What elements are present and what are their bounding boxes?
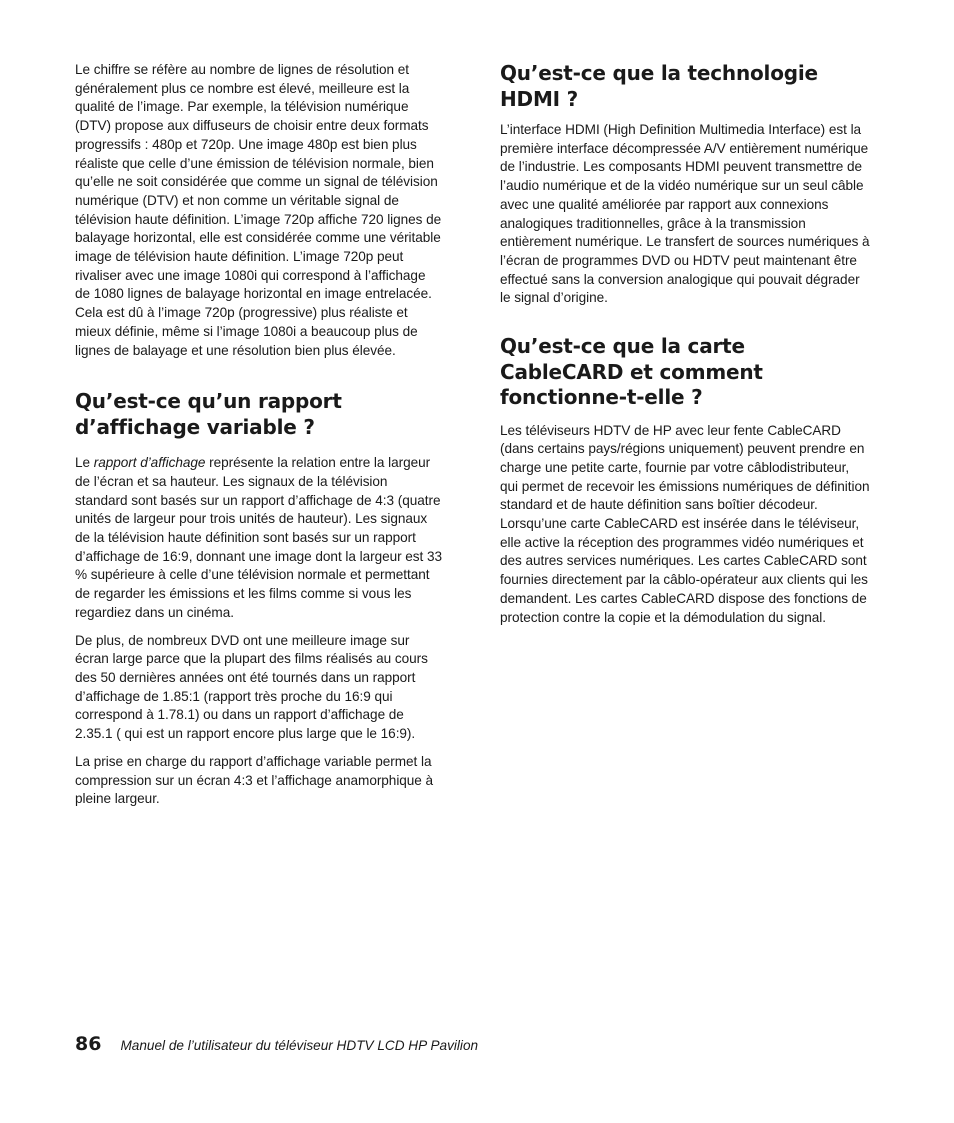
aspect-ratio-heading: Qu’est-ce qu’un rapport d’affichage variable ?: [75, 389, 342, 439]
page-footer: [75, 1033, 478, 1055]
aspect-ratio-prefix: Le: [75, 455, 94, 471]
right-column: [500, 61, 870, 627]
intro-paragraph: Le chiffre se réfère au nombre de lignes de résolution et généralement plus ce nombre est élevé, meilleure est la qualité de l’image. Par exemple, la télévision numérique (DTV) propose aux diffuseurs de choisir entre deux formats progressifs : 480p et 720p. Une image 480p est bien plus réaliste que celle d’une émission de télévision normale, bien qu’elle ne soit considérée que comme un signal de télévision numérique (DTV) et non comme un véritable signal de télévision haute définition. L’image 720p affiche 720 lignes de balayage horizontal, elle est considérée comme une véritable image de télévision haute définition. L’image 720p peut rivaliser avec une image 1080i qui correspond à l’affichage de 1080 lignes de balayage horizontal en image entrelacée. Cela est dû à l’image 720p (progressive) plus réaliste et mieux définie, même si l’image 1080i a beaucoup plus de lignes de balayage et une résolution bien plus élevée.: [75, 62, 442, 358]
aspect-ratio-definition: représente la relation entre la largeur de l’écran et sa hauteur. Les signaux de la télévision standard sont basés sur un rapport d’affichage de 4:3 (quatre unités de largeur pour trois unités de hauteur). Les signaux de la télévision haute définition sont basés sur un rapport d’affichage de 16:9, donnant une image dont la largeur est 33 % supérieure à celle d’une télévision normale et permettant de regarder les émissions et les films comme si vous les regardiez dans un cinéma.: [75, 455, 443, 620]
hdmi-heading: Qu’est-ce que la technologie HDMI ?: [500, 61, 818, 111]
cablecard-paragraph: Les téléviseurs HDTV de HP avec leur fente CableCARD (dans certains pays/régions uniquement) peuvent prendre en charge une petite carte, fournie par votre câblodistributeur, qui permet de recevoir les émissions numériques de définition standard et de haute définition sans boîtier décodeur. Lorsqu’une carte CableCARD est insérée dans le téléviseur, elle active la réception des programmes vidéo numériques et des autres services numériques. Les cartes CableCARD sont fournies directement par la câblo-opérateur aux clients qui les demandent. Les cartes CableCARD dispose des fonctions de protection contre la copie et la démodulation du signal.: [500, 422, 870, 625]
aspect-ratio-paragraph-2: De plus, de nombreux DVD ont une meilleure image sur écran large parce que la plupart des films réalisés au cours des 50 dernières années ont été tournés dans un rapport d’affichage de 1.85:1 (rapport très proche du 16:9 qui correspond à 1.78.1) ou dans un rapport d’affichage de 2.35.1 ( qui est un rapport encore plus large que le 16:9).: [75, 632, 428, 742]
left-column: [75, 61, 443, 809]
aspect-ratio-paragraph-3: La prise en charge du rapport d’affichage variable permet la compression sur un écran 4:3 et l’affichage anamorphique à pleine largeur.: [75, 753, 434, 807]
page-number: 86: [75, 1033, 102, 1055]
hdmi-paragraph: L’interface HDMI (High Definition Multimedia Interface) est la première interface décompressée A/V entièrement numérique de l’industrie. Les composants HDMI peuvent transmettre de l’audio numérique et de la vidéo numérique sur un seul câble avec une qualité améliorée par rapport aux connexions analogiques traditionnelles, grâce à la transmission entièrement numérique. Le transfert de sources numériques à l’écran de programmes DVD ou HDTV peut maintenant être effectué sans la conversion analogique qui pouvait dégrader le signal d’origine.: [500, 122, 870, 306]
cablecard-heading: Qu’est-ce que la carte CableCARD et comment fonctionne-t-elle ?: [500, 334, 763, 410]
aspect-ratio-paragraph-1: [75, 454, 443, 622]
manual-title: Manuel de l’utilisateur du téléviseur HDTV LCD HP Pavilion: [120, 1038, 479, 1053]
aspect-ratio-term: rapport d’affichage: [93, 455, 206, 471]
